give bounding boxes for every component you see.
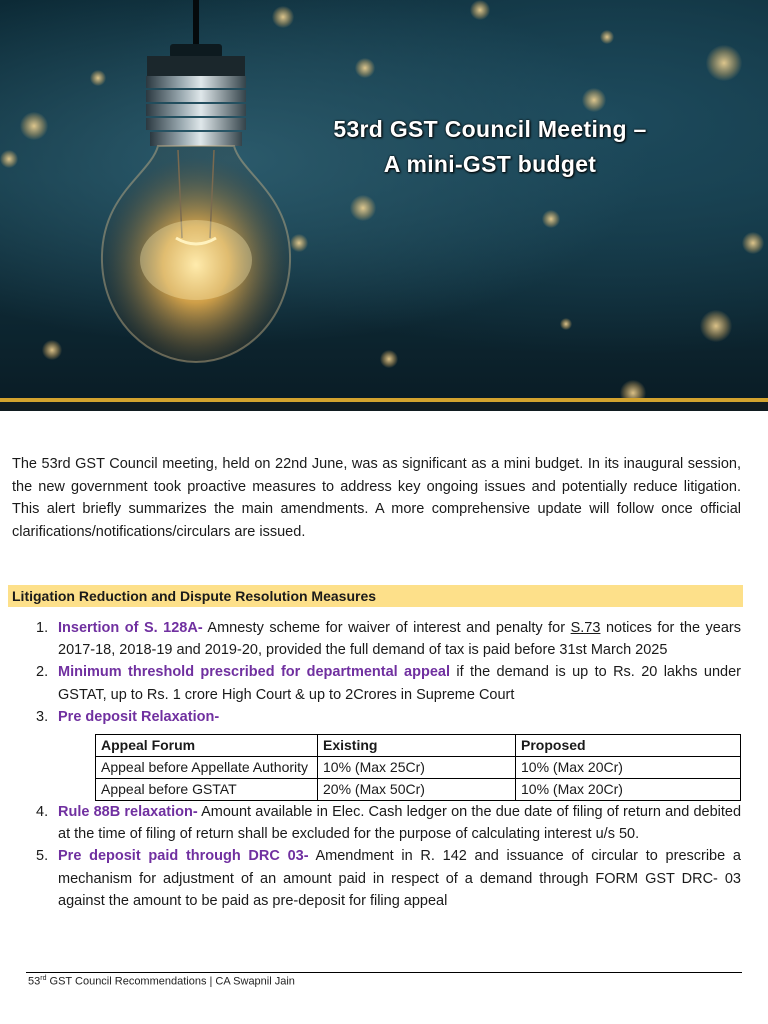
page-title: [300, 112, 680, 182]
table-row: [96, 779, 741, 801]
item-body: Amount available in Elec. Cash ledger on the due date of filing of return and debited at the time of filing of return shall be excluded for the purpose of calculating interest u/s 50.: [58, 804, 742, 843]
table-header: Existing: [318, 735, 516, 757]
table-header-row: [96, 735, 741, 757]
item-body: Amnesty scheme for waiver of interest and penalty for: [202, 620, 571, 636]
table-cell: 10% (Max 25Cr): [318, 757, 516, 779]
table-cell: 10% (Max 20Cr): [516, 757, 741, 779]
footer-ordinal: rd: [40, 975, 47, 982]
item-heading: Insertion of S. 128A: [58, 620, 198, 636]
item-separator: -: [214, 708, 220, 725]
dark-divider: [0, 402, 768, 411]
item-heading: Minimum threshold prescribed for departmental appeal: [58, 664, 450, 681]
item-body: notices for the years 2017-18, 2018-19 and 2019-20, provided the full demand of tax is paid before 31st March 2025: [58, 620, 742, 659]
measures-list: [36, 617, 741, 912]
item-heading: Pre deposit Relaxation: [58, 708, 215, 725]
item-number: 2.: [36, 664, 49, 681]
table-row: [96, 757, 741, 779]
item-separator: -: [192, 804, 198, 821]
item-number: 5.: [36, 848, 49, 865]
title-line-1: 53rd GST Council Meeting –: [333, 116, 647, 142]
page-footer: [28, 975, 295, 988]
list-item: [36, 617, 741, 661]
item-body: Amendment in R. 142 and issuance of circular to prescribe a mechanism for adjustment of an amount paid in respect of a demand through FORM GST DRC- 03 against the amount to be paid as pre-deposit for filing appeal: [58, 848, 741, 909]
item-text: [58, 706, 741, 728]
item-number: 4.: [36, 804, 49, 821]
title-line-2: A mini-GST budget: [383, 151, 597, 177]
table-cell: Appeal before Appellate Authority: [96, 757, 318, 779]
list-item: [36, 706, 741, 728]
item-heading: Rule 88B relaxation: [58, 804, 193, 821]
table-cell: Appeal before GSTAT: [96, 779, 318, 801]
footer-text: GST Council Recommendations | CA Swapnil Jain: [46, 975, 295, 988]
table-header: Proposed: [516, 735, 741, 757]
pre-deposit-table: [95, 734, 741, 801]
list-item: [36, 845, 741, 912]
item-separator: -: [197, 620, 203, 636]
list-item: [36, 661, 741, 705]
item-text: [58, 617, 741, 661]
footer-divider: [26, 972, 742, 973]
section-heading: Litigation Reduction and Dispute Resolution Measures: [8, 585, 743, 607]
hero-banner: [0, 0, 768, 398]
section-reference: S.73: [570, 620, 601, 636]
footer-number: 53: [28, 975, 41, 988]
table-cell: 10% (Max 20Cr): [516, 779, 741, 801]
item-separator: -: [303, 848, 309, 865]
item-text: [58, 801, 741, 845]
table-cell: 20% (Max 50Cr): [318, 779, 516, 801]
intro-paragraph: The 53rd GST Council meeting, held on 22nd June, was as significant as a mini budget. In its inaugural session, the new government took proactive measures to address key ongoing issues and potentially reduce litigation. This alert briefly summarizes the main amendments. A more comprehensive update will follow once official clarifications/notifications/circulars are issued.: [12, 456, 741, 540]
table-header: Appeal Forum: [96, 735, 318, 757]
item-heading: Pre deposit paid through DRC 03: [58, 848, 304, 865]
item-text: [58, 845, 741, 912]
item-number: 3.: [36, 708, 49, 725]
light-bulb-icon: [0, 0, 768, 398]
item-text: [58, 661, 741, 705]
item-body: if the demand is up to Rs. 20 lakhs under GSTAT, up to Rs. 1 crore High Court & up to 2Crores in Supreme Court: [58, 664, 741, 703]
item-number: 1.: [36, 620, 49, 636]
list-item: [36, 801, 741, 845]
